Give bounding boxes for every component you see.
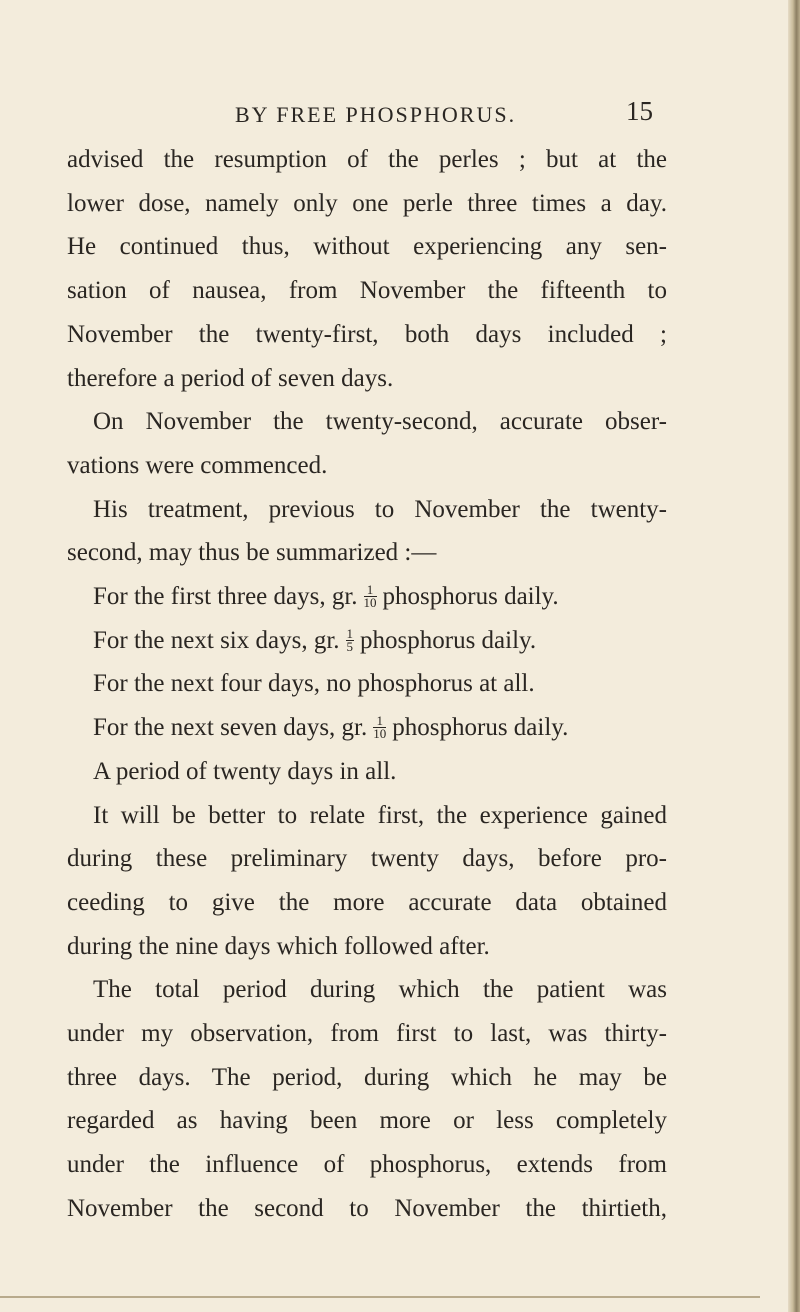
text-line: therefore a period of seven days.: [67, 364, 394, 392]
text-line: advised the resumption of the perles ; but at the: [67, 146, 667, 173]
dose-text: For the first three days, gr.: [93, 583, 358, 611]
dose-fraction: $\frac{1}{10}$: [363, 581, 377, 610]
text-line: during these preliminary twenty days, before pro-: [67, 845, 667, 873]
text-line: His treatment, previous to November the twenty-: [93, 495, 667, 523]
dose-text: phosphorus daily.: [360, 626, 537, 654]
page-bottom-edge: [0, 1296, 760, 1298]
page-header: [0, 96, 790, 136]
dose-fraction: $\frac{1}{5}$: [346, 625, 354, 654]
dose-text: For the next four days, no phosphorus at all.: [93, 670, 535, 698]
dose-line: [67, 575, 667, 619]
dose-text: For the next six days, gr.: [93, 626, 340, 654]
text-line: A period of twenty days in all.: [93, 757, 397, 785]
text-line: He continued thus, without experiencing any sen-: [67, 233, 667, 261]
page-number: 15: [626, 96, 653, 126]
text-line: under the influence of phosphorus, extends from: [67, 1151, 667, 1179]
running-title: BY FREE PHOSPHORUS.: [235, 102, 517, 127]
text-line: November the second to November the thirtieth,: [67, 1194, 667, 1222]
dose-line: [67, 706, 667, 750]
text-line: sation of nausea, from November the fifteenth to: [67, 277, 667, 305]
text-line: On November the twenty-second, accurate obser-: [93, 408, 667, 436]
text-line: vations were commenced.: [67, 451, 328, 479]
body-text: [67, 138, 667, 1231]
dose-text: phosphorus daily.: [382, 583, 559, 611]
text-line: November the twenty-first, both days included ;: [67, 320, 667, 348]
text-line: lower dose, namely only one perle three times a day.: [67, 189, 667, 217]
text-line: second, may thus be summarized :—: [67, 539, 437, 567]
text-line: It will be better to relate first, the experience gained: [93, 801, 667, 829]
dose-line: [67, 619, 667, 663]
text-line: during the nine days which followed after.: [67, 932, 490, 960]
text-line: The total period during which the patient was: [93, 976, 667, 1004]
dose-line: [67, 662, 667, 706]
dose-text: For the next seven days, gr.: [93, 714, 368, 742]
dose-text: phosphorus daily.: [392, 714, 569, 742]
book-spine-edge: [788, 0, 800, 1312]
text-line: under my observation, from first to last, was thirty-: [67, 1020, 667, 1048]
text-line: regarded as having been more or less completely: [67, 1107, 667, 1135]
dose-fraction: $\frac{1}{10}$: [373, 712, 387, 741]
text-line: three days. The period, during which he may be: [67, 1063, 667, 1091]
text-line: ceeding to give the more accurate data obtained: [67, 888, 667, 916]
